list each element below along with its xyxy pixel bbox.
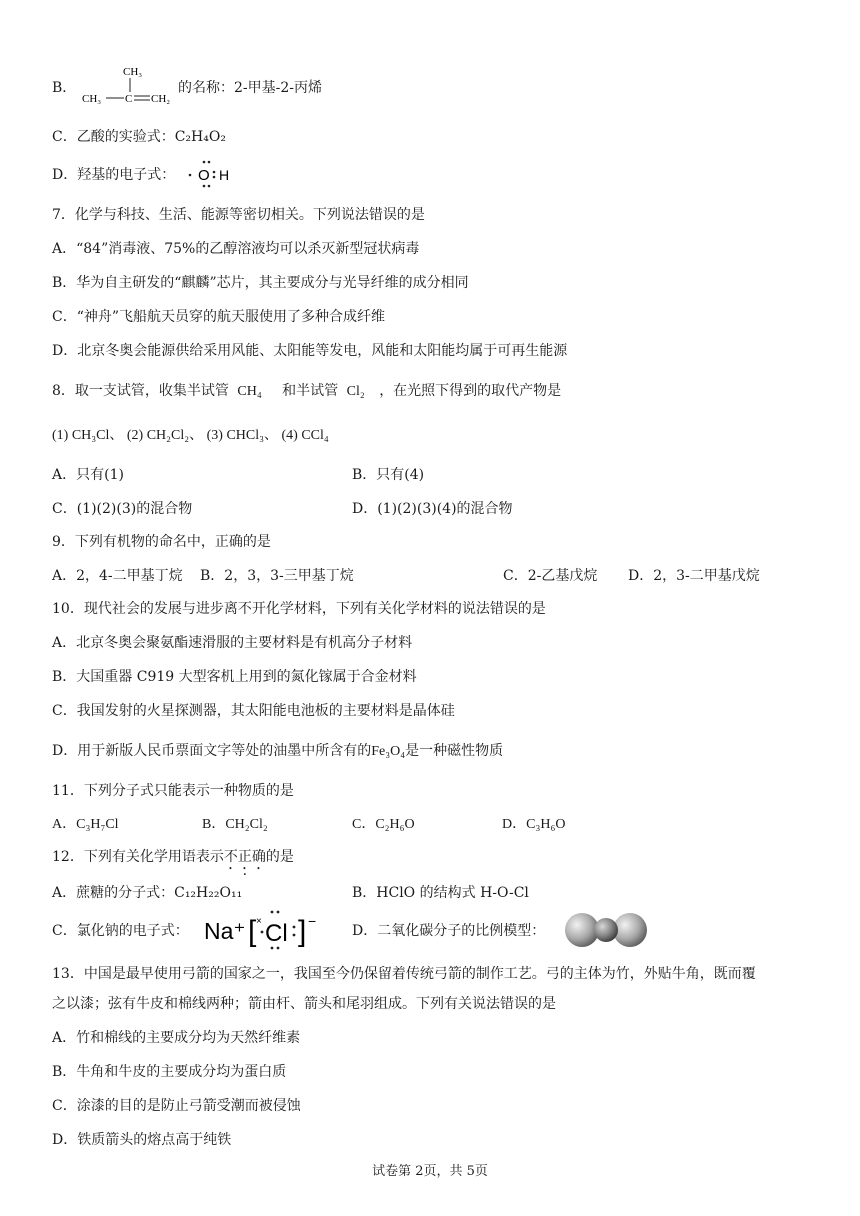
q11-option-c: C．C₂H₆O	[352, 817, 415, 832]
q8-option-a: A．只有(1)	[52, 467, 124, 483]
q13-option-b: B．牛角和牛皮的主要成分均为蛋白质	[52, 1064, 287, 1080]
q12-stem-part-a: 12．下列有关化学用语表示	[52, 849, 224, 865]
q12-stem	[52, 847, 294, 873]
q10-stem: 10．现代社会的发展与进步离不开化学材料，下列有关化学材料的说法错误的是	[52, 601, 546, 617]
q8-ch4: CH₄	[237, 384, 262, 399]
q13-option-d: D．铁质箭头的熔点高于纯铁	[52, 1132, 232, 1148]
q11-option-a: A．C₃H₇Cl	[52, 817, 119, 832]
charge-minus: −	[308, 913, 317, 929]
q7-stem: 7．化学与科技、生活、能源等密切相关。下列说法错误的是	[52, 207, 425, 223]
q9-stem: 9．下列有机物的命名中，正确的是	[52, 534, 271, 550]
q7-option-d: D．北京冬奥会能源供给采用风能、太阳能等发电，风能和太阳能均属于可再生能源	[52, 343, 568, 359]
struct-center-carbon: C	[125, 93, 133, 105]
q7-option-c: C．“神舟”飞船航天员穿的航天服使用了多种合成纤维	[52, 309, 386, 325]
q8-cl2: Cl₂	[346, 384, 365, 399]
nacl-electron-formula	[202, 908, 322, 952]
struct-top-group: CH₃	[123, 66, 143, 78]
q12-stem-part-b: 的是	[265, 849, 294, 865]
q11-stem: 11．下列分子式只能表示一种物质的是	[52, 783, 294, 799]
q8-products: (1) CH₃Cl、 (2) CH₂Cl₂、 (3) CHCl₃、 (4) CCl₄	[52, 428, 329, 443]
svg-text:]: ]	[298, 915, 307, 948]
q7-option-a: A．“84”消毒液、75%的乙醇溶液均可以杀灭新型冠状病毒	[52, 241, 420, 257]
q12-option-c-label: C．氯化钠的电子式：	[52, 923, 189, 939]
q10-option-a: A．北京冬奥会聚氨酯速滑服的主要材料是有机高分子材料	[52, 635, 413, 651]
co2-space-filling-model	[562, 910, 652, 950]
q12-emphasized-text: 不正确	[223, 849, 266, 865]
q8-stem-part-b: 和半试管	[282, 383, 339, 399]
q8-stem-part-c: ，在光照下得到的取代产物是	[379, 383, 562, 399]
hydroxyl-electron-formula	[184, 158, 234, 190]
q8-stem	[52, 381, 561, 402]
svg-text:×: ×	[256, 916, 262, 927]
q10-option-d-part-a: D．用于新版人民币票面文字等处的油墨中所含有的	[52, 743, 372, 759]
q6-option-b	[52, 78, 76, 98]
q6-option-b-label: B．	[52, 80, 77, 96]
q6-option-d	[52, 165, 175, 185]
oxygen-atom-right	[613, 913, 647, 947]
q9-option-b: B．2，3，3-三甲基丁烷	[200, 568, 354, 584]
q8-stem-part-a: 8．取一支试管，收集半试管	[52, 383, 229, 399]
q11-option-d: D．C₃H₆O	[502, 817, 566, 832]
struct-left-group: CH₃	[82, 93, 102, 105]
q6-option-c: C．乙酸的实验式：C₂H₄O₂	[52, 129, 226, 145]
q10-option-d	[52, 741, 503, 762]
q8-option-b: B．只有(4)	[352, 467, 425, 483]
q6-option-d-label: D．羟基的电子式：	[52, 167, 176, 183]
q13-stem-line2: 之以漆；弦有牛皮和棉线两种；箭由杆、箭头和尾羽组成。下列有关说法错误的是	[52, 996, 556, 1012]
svg-text:[: [	[248, 915, 257, 948]
q9-option-d: D．2，3-二甲基戊烷	[628, 568, 760, 584]
q8-option-c: C．(1)(2)(3)的混合物	[52, 501, 193, 517]
oxygen-atom-left	[565, 913, 599, 947]
sodium-ion: Na⁺	[204, 918, 246, 944]
q9-option-a: A．2，4-二甲基丁烷	[52, 568, 183, 584]
q12-option-d-label: D．二氧化碳分子的比例模型：	[352, 923, 546, 939]
q10-option-b: B．大国重器 C919 大型客机上用到的氮化镓属于合金材料	[52, 669, 417, 685]
q13-option-c: C．涂漆的目的是防止弓箭受潮而被侵蚀	[52, 1098, 301, 1114]
q13-option-a: A．竹和棉线的主要成分均为天然纤维素	[52, 1030, 301, 1046]
page-footer: 试卷第 2页，共 5页	[372, 1164, 488, 1179]
oxygen-symbol: O	[198, 167, 210, 184]
q6-option-b-text: 的名称：2-甲基-2-丙烯	[178, 80, 323, 96]
struct-right-group: CH₂	[151, 93, 171, 105]
q12-option-a: A．蔗糖的分子式：C₁₂H₂₂O₁₁	[52, 885, 243, 901]
q12-option-b: B．HClO 的结构式 H-O-Cl	[352, 885, 529, 901]
q9-option-c: C．2-乙基戊烷	[503, 568, 598, 584]
q13-stem-line1: 13．中国是最早使用弓箭的国家之一，我国至今仍保留着传统弓箭的制作工艺。弓的主体为竹，外贴牛角，既而覆	[52, 966, 756, 982]
q11-option-b: B．CH₂Cl₂	[202, 817, 268, 832]
q8-option-d: D．(1)(2)(3)(4)的混合物	[352, 501, 513, 517]
q10-option-d-part-b: 是一种磁性物质	[405, 743, 504, 759]
q10-fe3o4: Fe₃O₄	[371, 744, 406, 759]
carbon-atom	[594, 918, 618, 942]
q6-option-b-structure	[80, 60, 178, 112]
q10-option-c: C．我国发射的火星探测器，其太阳能电池板的主要材料是晶体硅	[52, 703, 455, 719]
hydrogen-symbol: H	[219, 167, 230, 183]
chloride-symbol: Cl	[265, 920, 288, 947]
q7-option-b: B．华为自主研发的“麒麟”芯片，其主要成分与光导纤维的成分相同	[52, 275, 469, 291]
